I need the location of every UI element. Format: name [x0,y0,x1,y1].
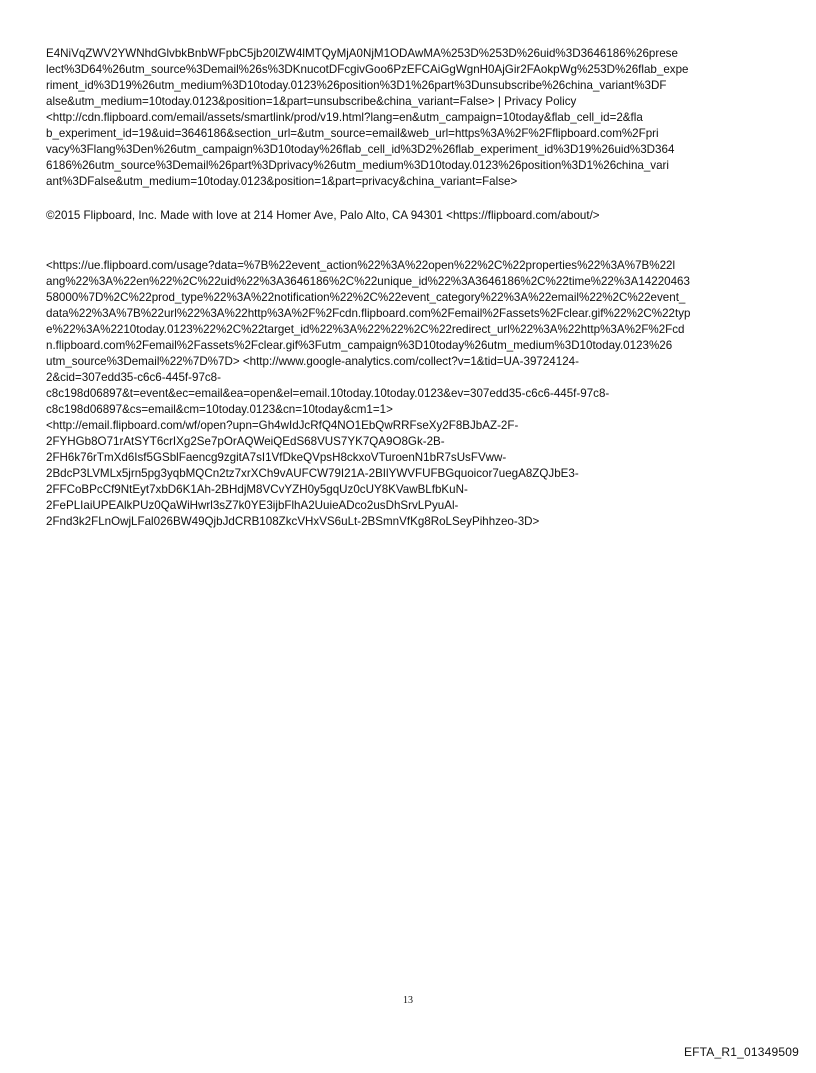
text-line: c8c198d06897&cs=email&cm=10today.0123&cn=10today&cm1=1> [46,403,393,416]
text-line: data%22%3A%7B%22url%22%3A%22http%3A%2F%2Fcdn.flipboard.com%2Femail%2Fassets%2Fclear.gif%22%2C%22typ [46,307,691,320]
bates-stamp: EFTA_R1_01349509 [683,1045,799,1059]
text-line: ang%22%3A%22en%22%2C%22uid%22%3A3646186%2C%22unique_id%22%3A3646186%2C%22time%22%3A14220463 [46,275,690,288]
paragraph-spacer [46,190,772,208]
text-line: c8c198d06897&t=event&ec=email&ea=open&el=email.10today.10today.0123&ev=307edd35-c6c6-445f-97c8- [46,387,610,400]
text-line: b_experiment_id=19&uid=3646186&section_url=&utm_source=email&web_url=https%3A%2F%2Fflipboard.com%2Fpri [46,127,659,140]
copyright-line: ©2015 Flipboard, Inc. Made with love at 214 Homer Ave, Palo Alto, CA 94301 <https://flipboard.com/about/> [46,209,600,222]
tracking-urls-paragraph [46,258,772,530]
text-line: <https://ue.flipboard.com/usage?data=%7B%22event_action%22%3A%22open%22%2C%22properties%22%3A%7B%22l [46,259,676,272]
text-line: 2FYHGb8O71rAtSYT6crIXg2Se7pOrAQWeiQEdS68VUS7YK7QA9O8Gk-2B- [46,435,445,448]
document-body [46,46,772,530]
text-line: 2Fnd3k2FLnOwjLFal026BW49QjbJdCRB108ZkcVHxVS6uLt-2BSmnVfKg8RoLSeyPihhzeo-3D> [46,515,540,528]
text-line: <http://cdn.flipboard.com/email/assets/smartlink/prod/v19.html?lang=en&utm_campaign=10today&flab_cell_id=2&fla [46,111,643,124]
text-line: lect%3D64%26utm_source%3Demail%26s%3DKnucotDFcgivGoo6PzEFCAiGgWgnH0AjGir2FAokpWg%253D%26flab_expe [46,63,689,76]
unsubscribe-privacy-links-paragraph [46,46,772,190]
text-line: <http://email.flipboard.com/wf/open?upn=Gh4wIdJcRfQ4NO1EbQwRRFseXy2F8BJbAZ-2F- [46,419,519,432]
text-line: e%22%3A%2210today.0123%22%2C%22target_id%22%3A%22%22%2C%22redirect_url%22%3A%22http%3A%2F%2Fcd [46,323,685,336]
text-line: 6186%26utm_source%3Demail%26part%3Dprivacy%26utm_medium%3D10today.0123%26position%3D1%26china_vari [46,159,669,172]
copyright-paragraph [46,208,772,224]
text-line: utm_source%3Demail%22%7D%7D> <http://www.google-analytics.com/collect?v=1&tid=UA-39724124- [46,355,579,368]
text-line: E4NiVqZWV2YWNhdGlvbkBnbWFpbC5jb20lZW4lMTQyMjA0NjM1ODAwMA%253D%253D%26uid%3D3646186%26prese [46,47,678,60]
text-line: 58000%7D%2C%22prod_type%22%3A%22notification%22%2C%22event_category%22%3A%22email%22%2C%22event_ [46,291,686,304]
text-line: 2FFCoBPcCf9NtEyt7xbD6K1Ah-2BHdjM8VCvYZH0y5gqUz0cUY8KVawBLfbKuN- [46,483,468,496]
text-line: 2FH6k76rTmXd6Isf5GSblFaencg9zgitA7sI1VfDkeQVpsH8ckxoVTuroenN1bR7sUsFVww- [46,451,507,464]
page-number: 13 [403,995,413,1006]
text-line: 2FePLIaiUPEAlkPUz0QaWiHwrl3sZ7k0YE3ijbFlhA2UuieADco2usDhSrvLPyuAl- [46,499,459,512]
text-line: ant%3DFalse&utm_medium=10today.0123&position=1&part=privacy&china_variant=False> [46,175,518,188]
paragraph-spacer [46,224,772,258]
text-line: alse&utm_medium=10today.0123&position=1&part=unsubscribe&china_variant=False> | Privacy Policy [46,95,577,108]
text-line: 2&cid=307edd35-c6c6-445f-97c8- [46,371,221,384]
text-line: 2BdcP3LVMLx5jrn5pg3yqbMQCn2tz7xrXCh9vAUFCW79I21A-2BIlYWVFUFBGquoicor7uegA8ZQJbE3- [46,467,579,480]
text-line: n.flipboard.com%2Femail%2Fassets%2Fclear.gif%3Futm_campaign%3D10today%26utm_medium%3D10today.0123%26 [46,339,673,352]
text-line: vacy%3Flang%3Den%26utm_campaign%3D10today%26flab_cell_id%3D2%26flab_experiment_id%3D19%26uid%3D364 [46,143,675,156]
text-line: riment_id%3D19%26utm_medium%3D10today.0123%26position%3D1%26part%3Dunsubscribe%26china_variant%3DF [46,79,667,92]
